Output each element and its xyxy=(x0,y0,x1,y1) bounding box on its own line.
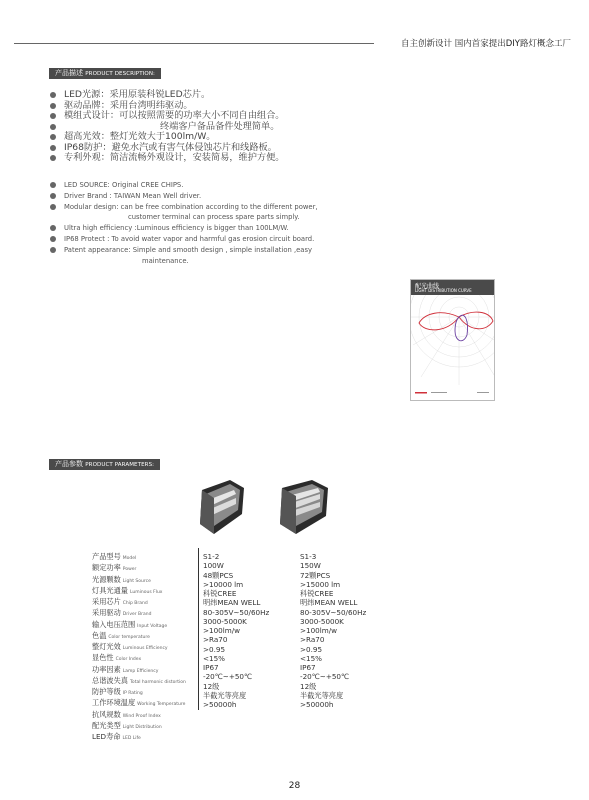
spec-value: -20℃~+50℃ xyxy=(300,672,350,682)
list-item: LED光源：采用原装科锐LED芯片。 xyxy=(50,90,285,101)
spec-value: 科锐CREE xyxy=(203,589,237,598)
spec-value: >10000 lm xyxy=(203,579,244,589)
spec-value: 12级 xyxy=(300,681,317,691)
spec-value: 半截光等亮度 xyxy=(300,690,344,700)
spec-label-row xyxy=(92,687,186,698)
spec-label-cn: 防护等级 xyxy=(92,687,121,696)
spec-label-en: Light Distribution xyxy=(122,724,162,730)
spec-value: IP67 xyxy=(203,663,219,672)
spec-label-row xyxy=(92,642,186,653)
curve-label xyxy=(411,280,494,295)
spec-label-row xyxy=(92,608,186,619)
spec-label-row xyxy=(92,710,186,721)
lamp-image-s1-3 xyxy=(276,478,334,538)
list-item: IP68 Protect : To avoid water vapor and harmful gas erosion circuit board. xyxy=(50,234,318,245)
parameters-title-en: PRODUCT PARAMETERS: xyxy=(85,462,155,468)
spec-value: 72颗PCS xyxy=(300,570,331,580)
spec-value: 明纬MEAN WELL xyxy=(203,598,261,608)
list-item: IP68防护：避免水汽或有害气体侵蚀芯片和线路板。 xyxy=(50,143,285,154)
list-item-continuation: customer terminal can process spare parts simply. xyxy=(128,213,300,222)
light-distribution-curve xyxy=(410,279,495,401)
spec-column-s1-3 xyxy=(300,552,366,709)
list-item-continuation: maintenance. xyxy=(142,256,189,265)
spec-label-row xyxy=(92,698,186,709)
page-number: 28 xyxy=(288,781,301,791)
spec-value: >Ra70 xyxy=(300,635,325,645)
spec-label-en: Wind Proof Index xyxy=(122,713,161,719)
bullet-icon xyxy=(50,247,56,253)
spec-label-cn: 产品型号 xyxy=(92,552,121,561)
spec-value: -20℃~+50℃ xyxy=(203,672,253,682)
header-rule xyxy=(14,43,374,44)
list-item: 超高光效：整灯光效大于100lm/W。 xyxy=(50,132,285,143)
spec-label-en: Power xyxy=(122,567,137,573)
parameters-title-cn: 产品参数 xyxy=(55,460,83,468)
spec-labels xyxy=(92,552,186,743)
spec-value: 80-305V~50/60Hz xyxy=(300,607,367,617)
list-item: 终端客户备品备件处理简单。 xyxy=(50,122,285,133)
spec-label-cn: LED寿命 xyxy=(92,732,121,741)
spec-value: 12级 xyxy=(203,681,220,691)
spec-value: 150W xyxy=(300,561,321,571)
bullet-icon xyxy=(50,155,56,161)
spec-label-cn: 配光类型 xyxy=(92,720,121,730)
spec-column-s1-2 xyxy=(203,552,269,709)
description-section-bar xyxy=(49,68,161,79)
spec-value: >50000h xyxy=(300,700,334,709)
spec-label-row xyxy=(92,620,186,631)
spec-label-en: Color temperature xyxy=(108,634,150,640)
curve-title-en: LIGHT DISTRIBUTION CURVE xyxy=(415,288,472,293)
spec-divider xyxy=(198,548,199,710)
spec-label-en: Luminous Efficiency xyxy=(122,646,168,651)
spec-label-en: Color Index xyxy=(115,657,142,663)
spec-label-row xyxy=(92,631,186,642)
spec-label-row xyxy=(92,575,186,586)
bullet-icon xyxy=(50,103,56,109)
bullet-icon xyxy=(50,92,56,98)
spec-label-cn: 总谐波失真 xyxy=(92,675,128,685)
spec-label-cn: 灯具光通量 xyxy=(92,585,128,595)
spec-label-cn: 采用驱动 xyxy=(92,608,121,618)
spec-value: 100W xyxy=(203,561,224,571)
header-tagline: 自主创新设计 国内首家提出DIY路灯概念工厂 xyxy=(401,39,571,49)
bullet-icon xyxy=(50,182,56,188)
spec-label-row xyxy=(92,676,186,687)
spec-label-en: Light Source xyxy=(122,578,151,584)
spec-label-en: LED Life xyxy=(122,736,141,741)
spec-value: <15% xyxy=(300,653,322,663)
bullet-icon xyxy=(50,113,56,119)
spec-value: >50000h xyxy=(203,700,237,709)
spec-label-cn: 显色性 xyxy=(92,653,114,663)
spec-label-cn: 工作环境温度 xyxy=(92,698,136,708)
spec-label-en: Lamp Efficiency xyxy=(122,668,159,674)
spec-value: 科锐CREE xyxy=(300,589,334,598)
spec-value: IP67 xyxy=(300,663,316,672)
polar-diagram xyxy=(411,295,494,400)
description-title-en: PRODUCT DESCRIPTION: xyxy=(85,71,155,77)
spec-value: 3000-5000K xyxy=(203,616,247,626)
spec-value: 80-305V~50/60Hz xyxy=(203,607,270,617)
spec-value: >0.95 xyxy=(203,644,226,654)
spec-label-row xyxy=(92,732,186,743)
bullet-icon xyxy=(50,204,56,210)
spec-label-row xyxy=(92,563,186,574)
spec-label-en: Driver Brand xyxy=(122,612,152,618)
list-item: Ultra high efficiency :Luminous efficiency is bigger than 100LM/W. xyxy=(50,223,318,234)
list-item: Modular design: can be free combination according to the different power, xyxy=(50,202,318,213)
spec-label-cn: 色温 xyxy=(92,630,107,640)
list-item: Patent appearance: Simple and smooth design , simple installation ,easy xyxy=(50,245,318,256)
spec-label-en: Working Temperature xyxy=(137,702,186,708)
spec-label-cn: 整灯光效 xyxy=(92,642,121,651)
spec-value: 明纬MEAN WELL xyxy=(300,598,358,608)
spec-label-en: Input Voltage xyxy=(137,623,168,629)
spec-label-row xyxy=(92,597,186,608)
spec-label-row xyxy=(92,665,186,676)
lamp-image-s1-2 xyxy=(196,478,248,538)
spec-value: S1-3 xyxy=(300,552,317,561)
spec-label-cn: 输入电压范围 xyxy=(92,619,136,629)
spec-label-row xyxy=(92,721,186,732)
bullet-icon xyxy=(50,124,56,130)
spec-value: >0.95 xyxy=(300,644,323,654)
spec-value: >100lm/w xyxy=(203,626,241,635)
description-title-cn: 产品描述 xyxy=(55,69,83,77)
bullet-icon xyxy=(50,193,56,199)
list-item: 模组式设计：可以按照需要的功率大小不同自由组合。 xyxy=(50,111,285,122)
bullet-icon xyxy=(50,145,56,151)
horizontal-curve xyxy=(419,312,493,330)
parameters-section-bar xyxy=(49,459,160,470)
spec-value: S1-2 xyxy=(203,552,220,561)
spec-label-cn: 额定功率 xyxy=(92,563,121,573)
curve-title-cn: 配光曲线 xyxy=(415,283,440,290)
list-item: 驱动品牌：采用台湾明纬驱动。 xyxy=(50,101,285,112)
bullet-icon xyxy=(50,225,56,231)
spec-label-cn: 功率因素 xyxy=(92,664,121,674)
spec-label-cn: 光源颗数 xyxy=(92,574,121,584)
spec-value: >100lm/w xyxy=(300,626,338,635)
spec-label-en: Luminous Flux xyxy=(129,589,163,595)
bullet-icon xyxy=(50,134,56,140)
spec-label-row xyxy=(92,586,186,597)
spec-value: 半截光等亮度 xyxy=(203,690,247,700)
list-item: LED SOURCE: Original CREE CHIPS. xyxy=(50,180,318,191)
spec-label-en: IP Rating xyxy=(122,691,143,696)
spec-value: 3000-5000K xyxy=(300,616,344,626)
spec-label-en: Total harmonic distortion xyxy=(129,679,186,685)
spec-label-cn: 抗风规数 xyxy=(92,709,121,719)
spec-label-en: Model xyxy=(122,556,137,561)
spec-label-en: Chip Brand xyxy=(122,601,148,606)
spec-value: >Ra70 xyxy=(203,635,228,645)
spec-label-row xyxy=(92,653,186,664)
spec-value: 48颗PCS xyxy=(203,570,234,580)
list-item: Driver Brand : TAIWAN Mean Well driver. xyxy=(50,191,318,202)
spec-label-cn: 采用芯片 xyxy=(92,597,121,606)
bullet-icon xyxy=(50,236,56,242)
spec-label-row xyxy=(92,552,186,563)
list-item: 专利外观：简洁流畅外观设计，安装简易，维护方便。 xyxy=(50,153,285,164)
spec-value: >15000 lm xyxy=(300,579,341,589)
description-cn-list xyxy=(50,90,285,164)
spec-value: <15% xyxy=(203,653,225,663)
description-en-list xyxy=(50,180,318,266)
